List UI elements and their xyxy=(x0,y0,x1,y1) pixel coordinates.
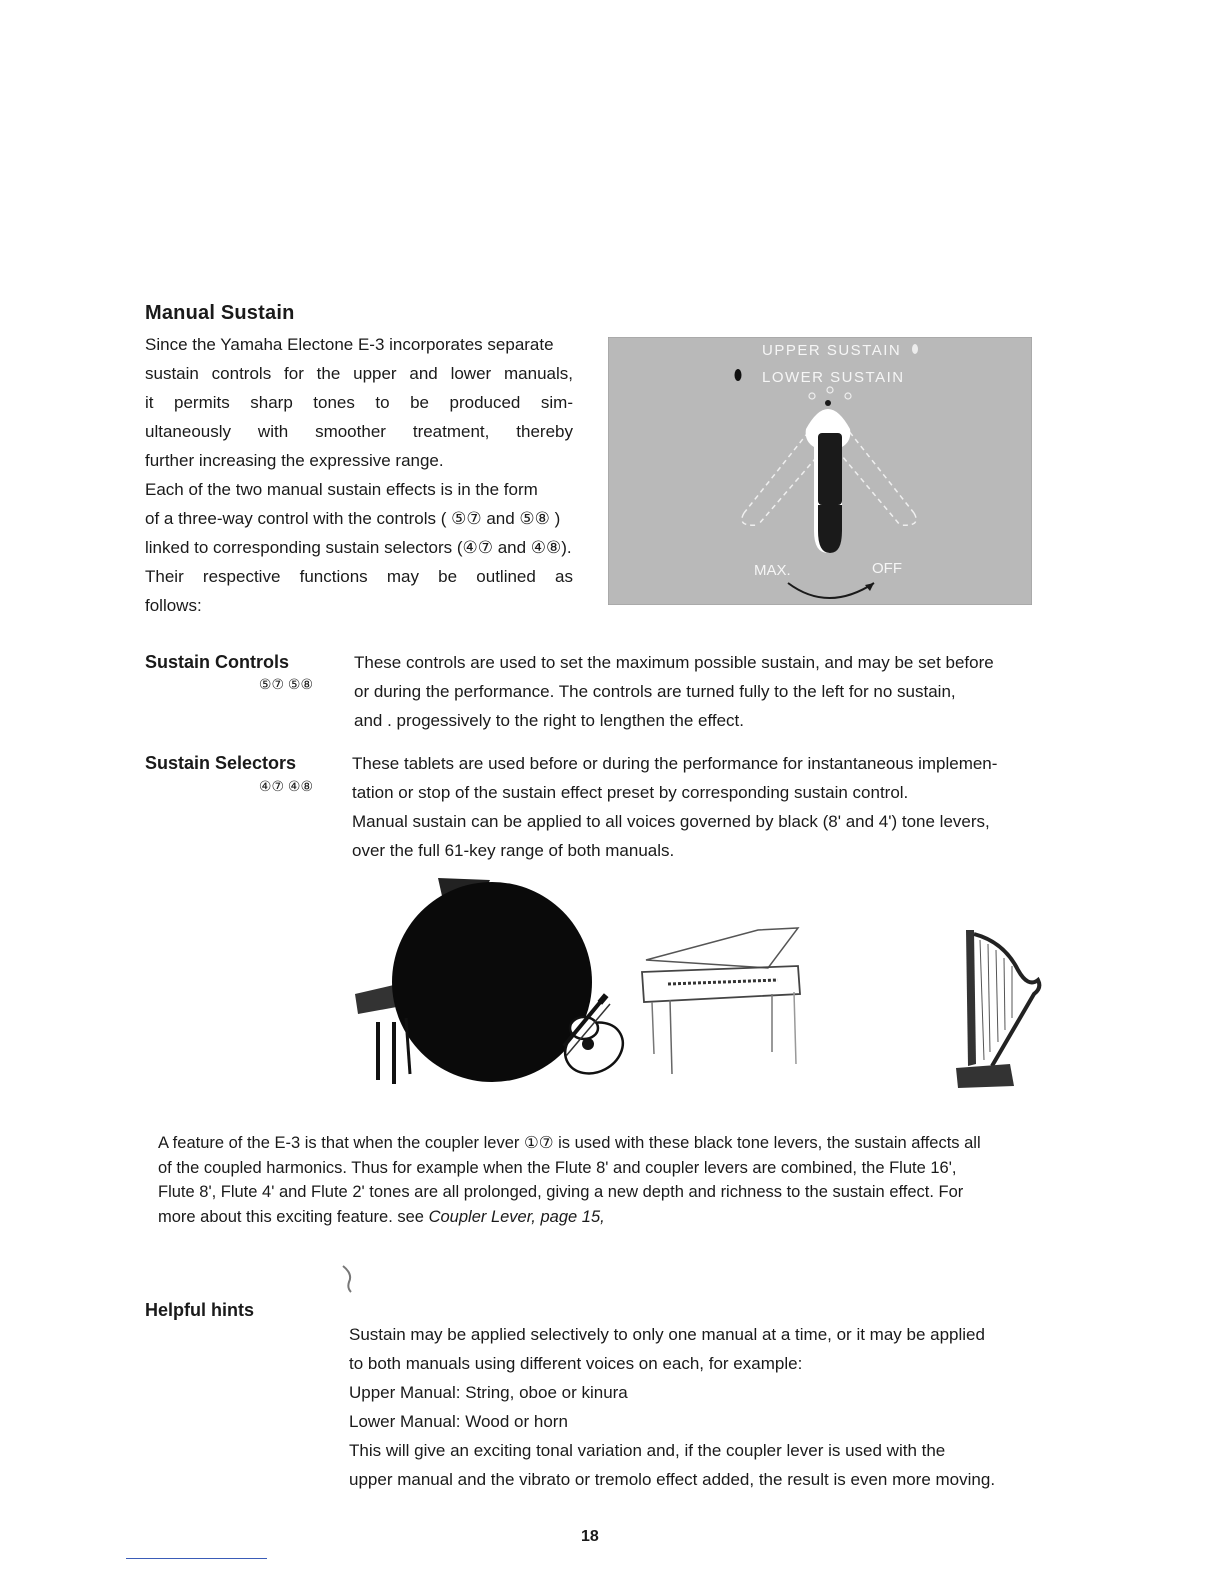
intro-line: sustain controls for the upper and lower manuals, xyxy=(145,364,573,383)
intro-line: Since the Yamaha Electone E-3 incorporates separate xyxy=(145,335,554,354)
text-line: Sustain may be applied selectively to only one manual at a time, or it may be applied xyxy=(349,1325,985,1344)
text-segment: more about this exciting feature. see xyxy=(158,1207,429,1226)
text-line: These tablets are used before or during the performance for instantaneous implemen- xyxy=(352,754,998,773)
upper-sustain-label: UPPER SUSTAIN xyxy=(762,342,902,359)
sustain-control-panel-illustration xyxy=(608,337,1032,605)
piano-guitar-drawing xyxy=(350,872,640,1102)
upper-lamp-icon xyxy=(912,344,918,354)
decorative-mark xyxy=(340,1264,356,1294)
intro-line: it permits sharp tones to be produced sim- xyxy=(145,393,573,412)
lower-sustain-label: LOWER SUSTAIN xyxy=(762,369,905,386)
text-line: over the full 61-key range of both manuals. xyxy=(352,841,675,860)
intro-line: linked to corresponding sustain selectors (④⑦ and ④⑧). xyxy=(145,538,572,557)
footer-rule xyxy=(126,1558,267,1559)
harpsichord-illustration xyxy=(638,924,808,1084)
helpful-hints-text xyxy=(349,1320,1049,1494)
text-line: or during the performance. The controls are turned fully to the left for no sustain, xyxy=(354,682,956,701)
page-number: 18 xyxy=(581,1528,599,1545)
harp-drawing xyxy=(952,924,1044,1092)
intro-line: ultaneously with smoother treatment, thereby xyxy=(145,422,573,441)
coupler-feature-paragraph xyxy=(158,1131,1068,1229)
text-line: Lower Manual: Wood or horn xyxy=(349,1412,568,1431)
text-line: Manual sustain can be applied to all voices governed by black (8' and 4') tone levers, xyxy=(352,812,990,831)
text-line: Flute 8', Flute 4' and Flute 2' tones are all prolonged, giving a new depth and richness to the sustain effect. For xyxy=(158,1183,964,1201)
piano-guitar-illustration xyxy=(350,872,640,1102)
sustain-controls-refs: ⑤⑦ ⑤⑧ xyxy=(258,676,313,692)
off-label: OFF xyxy=(872,560,902,577)
text-line: tation or stop of the sustain effect preset by corresponding sustain control. xyxy=(352,783,909,802)
intro-paragraph xyxy=(145,330,573,620)
harpsichord-drawing xyxy=(638,924,808,1084)
text-line: of the coupled harmonics. Thus for example when the Flute 8' and coupler levers are combined, the Flute 16', xyxy=(158,1158,957,1177)
coupler-lever-reference: Coupler Lever, page 15, xyxy=(428,1207,605,1226)
text-line: upper manual and the vibrato or tremolo effect added, the result is even more moving. xyxy=(349,1470,996,1489)
intro-line: of a three-way control with the controls ( ⑤⑦ and ⑤⑧ ) xyxy=(145,509,561,528)
intro-line: Their respective functions may be outlined as xyxy=(145,567,573,586)
lower-lamp-icon xyxy=(735,369,742,381)
sustain-selectors-label: Sustain Selectors xyxy=(145,753,297,773)
text-line: Upper Manual: String, oboe or kinura xyxy=(349,1383,628,1402)
max-label: MAX. xyxy=(754,562,791,579)
blob-mark xyxy=(392,882,592,1082)
text-line: A feature of the E-3 is that when the coupler lever ①⑦ is used with these black tone levers, the sustain affects all xyxy=(158,1134,981,1152)
sustain-selectors-refs: ④⑦ ④⑧ xyxy=(258,778,313,794)
text-line-last xyxy=(158,1205,1068,1230)
helpful-hints-label: Helpful hints xyxy=(145,1300,254,1320)
section-title: Manual Sustain xyxy=(145,302,295,324)
intro-line: follows: xyxy=(145,596,202,615)
sustain-controls-description xyxy=(354,648,1054,735)
text-line: and . progessively to the right to lengthen the effect. xyxy=(354,711,744,730)
text-line: These controls are used to set the maximum possible sustain, and may be set before xyxy=(354,653,994,672)
harp-illustration xyxy=(952,924,1044,1092)
intro-line: Each of the two manual sustain effects is in the form xyxy=(145,480,538,499)
sustain-control-panel-photo xyxy=(608,337,1032,605)
sustain-selectors-description xyxy=(352,749,1054,865)
sustain-controls-label: Sustain Controls xyxy=(145,652,290,672)
text-line: This will give an exciting tonal variation and, if the coupler lever is used with the xyxy=(349,1441,946,1460)
text-line: to both manuals using different voices on each, for example: xyxy=(349,1354,803,1373)
intro-line: further increasing the expressive range. xyxy=(145,451,444,470)
